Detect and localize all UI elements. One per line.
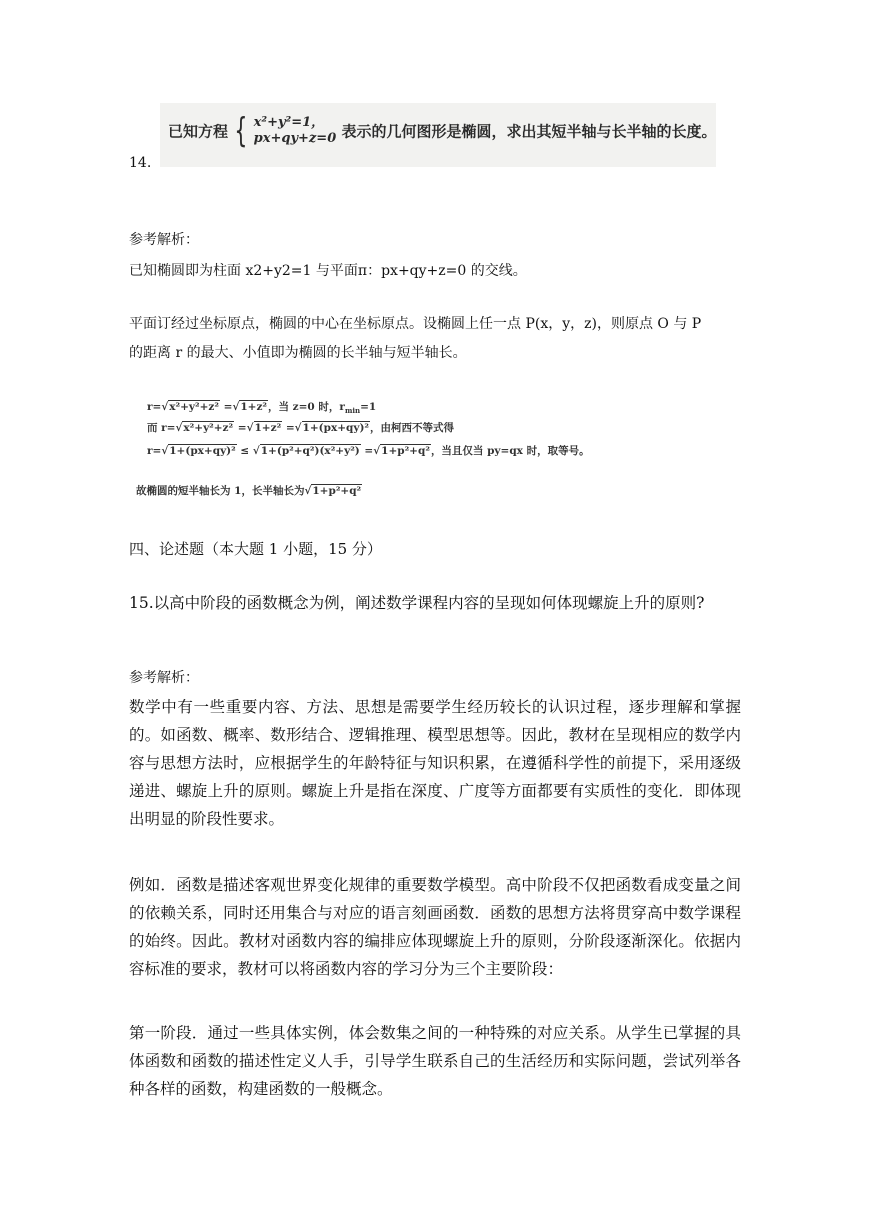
formula-text: 而 r= — [147, 422, 176, 434]
problem-14-number: 14. — [129, 155, 152, 171]
problem-14-image — [160, 103, 716, 167]
equation-2: px+qy+z=0 — [253, 131, 337, 146]
formula-line-1: r=√x²+y²+z² =√1+z²，当 z=0 时，$r_{min}=1$ — [147, 401, 377, 416]
answer-14-label: 参考解析： — [129, 232, 199, 248]
answer-15-label: 参考解析： — [129, 670, 199, 686]
radicand: 1+p²+q² — [312, 485, 362, 497]
equation-1: x²+y²=1， — [253, 115, 325, 130]
formula-text: ，当且仅当 py=qx 时，取等号。 — [430, 445, 590, 457]
formula-text: ≤ — [236, 445, 253, 457]
problem-14-statement — [168, 111, 717, 151]
radicand: x²+y²+z² — [169, 401, 219, 413]
radicand: 1+(px+qy)² — [302, 422, 370, 434]
formula-image — [136, 395, 590, 505]
formula-text: = — [219, 401, 233, 413]
formula-text: r= — [147, 401, 162, 413]
formula-text: = — [282, 422, 295, 434]
formula-line-2: 而 r=√x²+y²+z² =√1+z² =√1+(px+qy)²，由柯西不等式得 — [147, 422, 455, 434]
answer-14-line-1: 已知椭圆即为柱面 x2+y2=1 与平面π：px+qy+z=0 的交线。 — [129, 263, 527, 279]
radicand: 1+z² — [254, 422, 282, 434]
radicand: 1+p²+q² — [381, 445, 430, 457]
answer-15-paragraph-2: 例如．函数是描述客观世界变化规律的重要数学模型。高中阶段不仅把函数看成变量之间的依赖关系，同时还用集合与对应的语言刻画函数．函数的思想方法将贯穿高中数学课程的始终。因此。教材对函数内容的编排应体现螺旋上升的原则，分阶段逐渐深化。依据内容标准的要求，教材可以将函数内容的学习分为三个主要阶段： — [129, 876, 741, 978]
formula-text: 故椭圆的短半轴长为 1，长半轴长为 — [136, 485, 305, 497]
formula-text: ，当 z=0 时，r — [268, 401, 345, 413]
radicand: 1+(px+qy)² — [169, 445, 236, 457]
radicand: 1+z² — [240, 401, 268, 413]
section-4-heading: 四、论述题（本大题 1 小题，15 分） — [129, 540, 382, 558]
brace-symbol: { — [234, 111, 248, 151]
formula-text: ，由柯西不等式得 — [370, 422, 455, 434]
question-15: 15.以高中阶段的函数概念为例，阐述数学课程内容的呈现如何体现螺旋上升的原则? — [129, 594, 705, 612]
formula-text: = — [360, 445, 374, 457]
formula-line-3: r=√1+(px+qy)² ≤ √1+(p²+q²)(x²+y²) =√1+p²+q²，当且仅当 py=qx 时，取等号。 — [147, 445, 590, 457]
problem-14-prefix: 已知方程 — [168, 122, 229, 141]
equation-system — [254, 115, 337, 147]
answer-14-line-2: 平面订经过坐标原点，椭圆的中心在坐标原点。设椭圆上任一点 P(x，y，z)，则原点 O 与 P — [129, 316, 702, 332]
problem-14-suffix: 表示的几何图形是椭圆，求出其短半轴与长半轴的长度。 — [341, 122, 717, 141]
formula-text: = — [234, 422, 247, 434]
answer-15-paragraph-1: 数学中有一些重要内容、方法、思想是需要学生经历较长的认识过程，逐步理解和掌握的。如函数、概率、数形结合、逻辑推理、模型思想等。因此，教材在呈现相应的数学内容与思想方法时，应根据学生的年龄特征与知识积累，在遵循科学性的前提下，采用逐级递进、螺旋上升的原则。螺旋上升是指在深度、广度等方面都要有实质性的变化．即体现出明显的阶段性要求。 — [129, 698, 741, 828]
radicand: x²+y²+z² — [183, 422, 234, 434]
answer-14-line-3: 的距离 r 的最大、小值即为椭圆的长半轴与短半轴长。 — [129, 345, 467, 361]
subscript: min — [344, 406, 361, 416]
formula-text: =1 — [360, 401, 377, 413]
formula-text: r= — [147, 445, 162, 457]
answer-15-paragraph-3: 第一阶段．通过一些具体实例，体会数集之间的一种特殊的对应关系。从学生已掌握的具体函数和函数的描述性定义人手，引导学生联系自己的生活经历和实际问题，尝试列举各种各样的函数，构建函数的一般概念。 — [129, 1024, 741, 1098]
radicand: 1+(p²+q²)(x²+y²) — [260, 445, 360, 457]
formula-line-4: 故椭圆的短半轴长为 1，长半轴长为√1+p²+q² — [136, 485, 362, 497]
